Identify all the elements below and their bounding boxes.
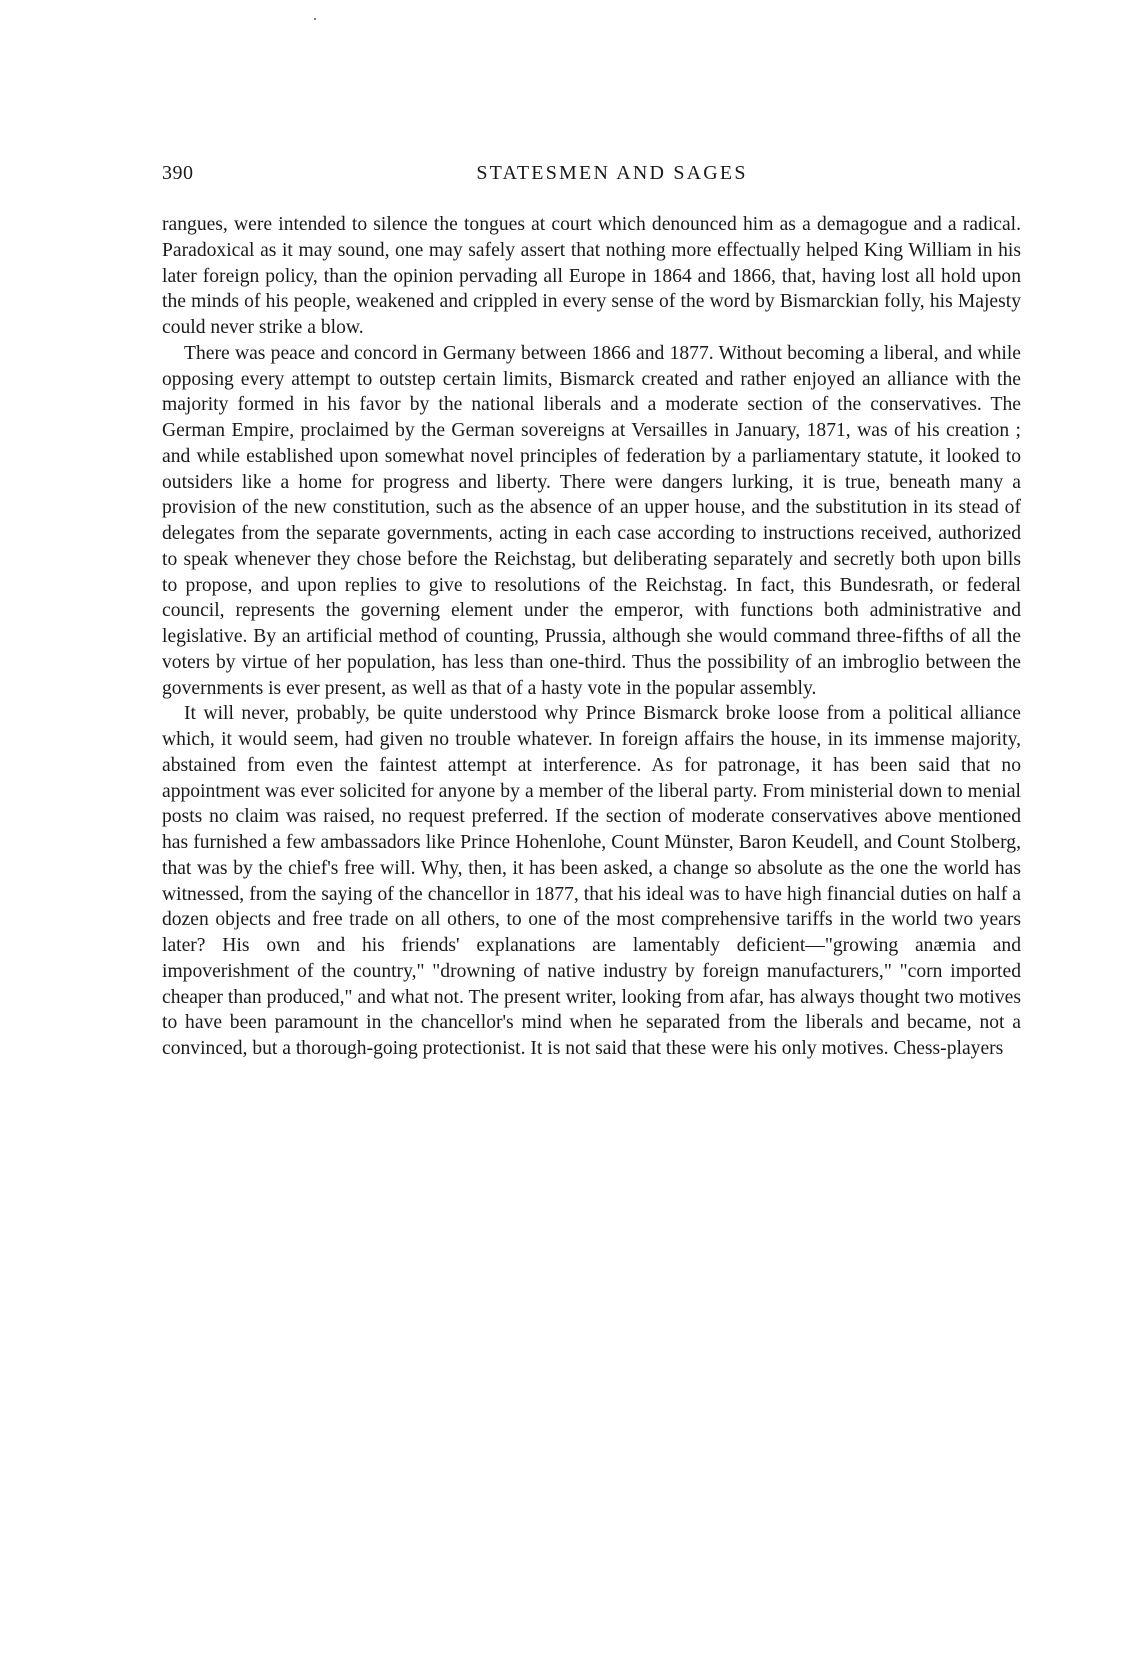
print-speck bbox=[314, 18, 316, 20]
paragraph: There was peace and concord in Germany between 1866 and 1877. Without becoming a liberal, and while opposing every attempt to outstep certain limits, Bismarck created and rather enjoyed an alliance with the majority formed in his favor by the national liberals and a moderate section of the conservatives. The German Empire, proclaimed by the German sovereigns at Versailles in January, 1871, was of his creation ; and while established upon somewhat novel principles of federation by a parliamentary statute, it looked to outsiders like a home for progress and liberty. There were dangers lurking, it is true, beneath many a provision of the new constitution, such as the absence of an upper house, and the substitution in its stead of delegates from the separate governments, acting in each case according to instructions received, authorized to speak whenever they chose before the Reichstag, but deliberating separately and secretly both upon bills to propose, and upon replies to give to resolutions of the Reichstag. In fact, this Bundesrath, or federal council, represents the governing element under the emperor, with functions both administrative and legislative. By an artificial method of counting, Prussia, although she would command three-fifths of all the voters by virtue of her population, has less than one-third. Thus the possibility of an imbroglio between the governments is ever present, as well as that of a hasty vote in the popular assembly. bbox=[162, 342, 1021, 699]
body-text bbox=[162, 212, 1021, 1062]
running-head bbox=[162, 162, 1022, 192]
paragraph: It will never, probably, be quite understood why Prince Bismarck broke loose from a political alliance which, it would seem, had given no trouble whatever. In foreign affairs the house, in its immense majority, abstained from even the faintest attempt at interference. As for patronage, it has been said that no appointment was ever solicited for anyone by a member of the liberal party. From ministerial down to menial posts no claim was raised, no request preferred. If the section of moderate conservatives above mentioned has furnished a few ambassadors like Prince Hohenlohe, Count Münster, Baron Keudell, and Count Stolberg, that was by the chief's free will. Why, then, it has been asked, a change so absolute as the one the world has witnessed, from the saying of the chancellor in 1877, that his ideal was to have high financial duties on half a dozen objects and free trade on all others, to one of the most comprehensive tariffs in the world two years later? His own and his friends' explanations are lamentably deficient—"growing anæmia and impoverishment of the country," "drowning of native industry by foreign manufacturers," "corn imported cheaper than produced," and what not. The present writer, looking from afar, has always thought two motives to have been paramount in the chancellor's mind when he separated from the liberals and became, not a convinced, but a thorough-going protectionist. It is not said that these were his only motives. Chess-players bbox=[162, 703, 1021, 1059]
page-number: 390 bbox=[162, 162, 194, 184]
running-title: STATESMEN AND SAGES bbox=[476, 162, 748, 184]
paragraph-continued: rangues, were intended to silence the tongues at court which denounced him as a demagogue and a radical. Paradoxical as it may sound, one may safely assert that nothing more effectually helped King William in his later foreign policy, than the opinion pervading all Europe in 1864 and 1866, that, having lost all hold upon the minds of his people, weakened and crippled in every sense of the word by Bismarckian folly, his Majesty could never strike a blow. bbox=[162, 214, 1021, 338]
